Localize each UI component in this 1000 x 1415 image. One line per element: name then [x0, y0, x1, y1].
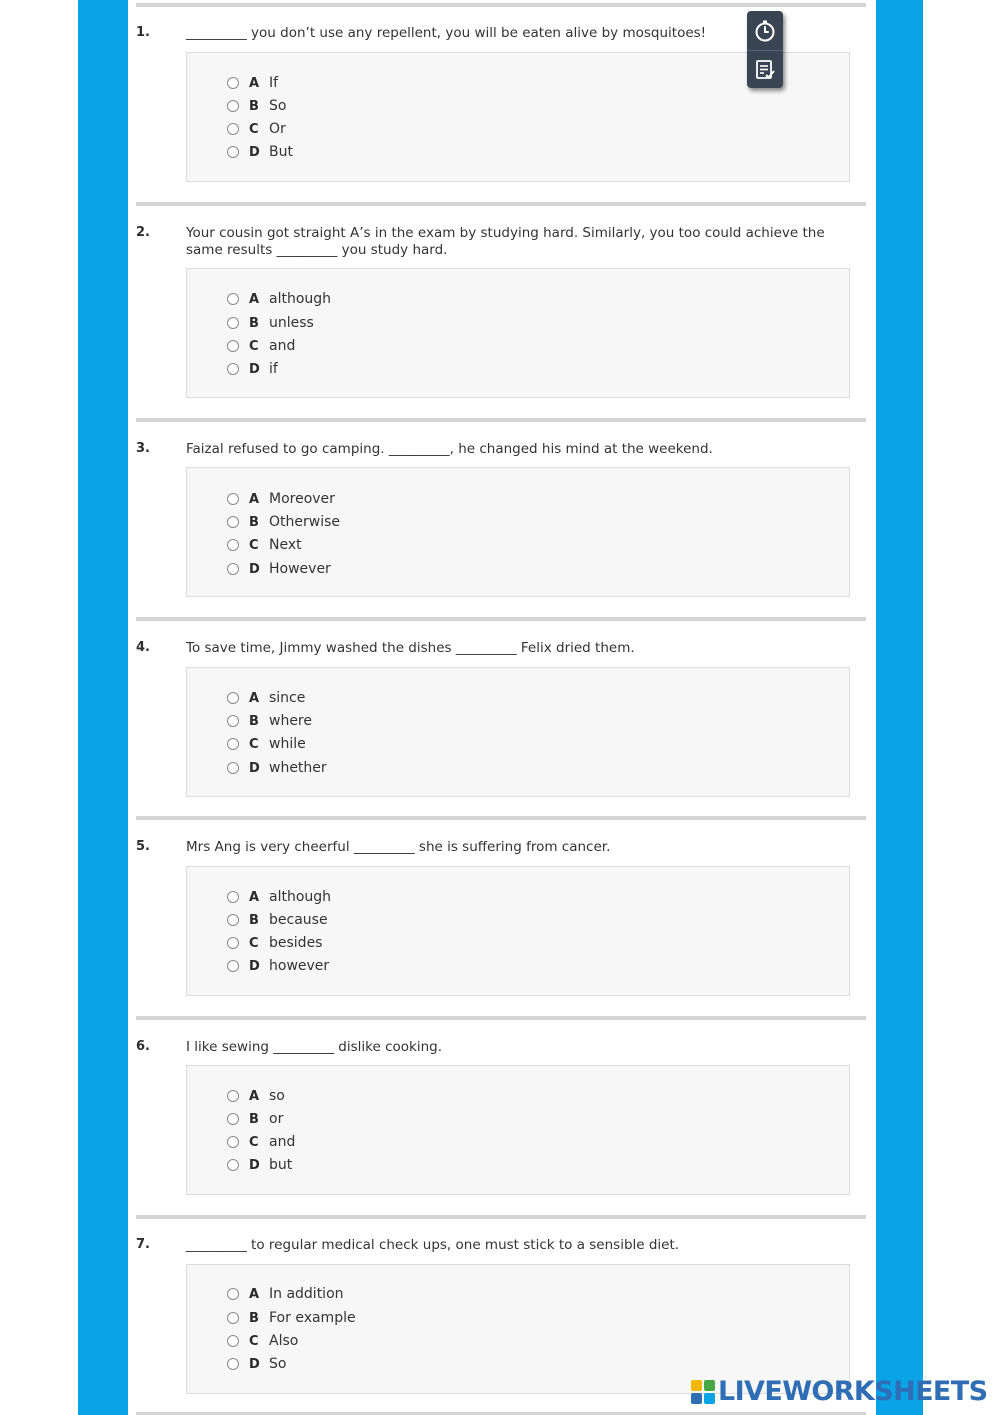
option-letter: D	[249, 760, 260, 776]
option-text: So	[269, 98, 287, 114]
option-text: unless	[269, 315, 314, 331]
option-letter: D	[249, 144, 260, 160]
option-text: although	[269, 889, 332, 905]
question-text: Faizal refused to go camping. _________, he changed his mind at the weekend.	[186, 441, 713, 457]
option-text: For example	[269, 1310, 356, 1326]
option-letter: B	[249, 713, 259, 729]
worksheet-content	[128, 0, 876, 1415]
question-separator	[136, 1016, 866, 1020]
option-letter: C	[249, 736, 259, 752]
question-text: _________ you don’t use any repellent, you will be eaten alive by mosquitoes!	[186, 25, 707, 41]
radio-button[interactable]	[227, 1159, 239, 1171]
option-b[interactable]	[227, 513, 340, 531]
option-a[interactable]	[227, 689, 305, 707]
question-separator	[136, 816, 866, 820]
option-text: because	[269, 912, 328, 928]
option-a[interactable]	[227, 290, 331, 308]
option-text: besides	[269, 935, 323, 951]
liveworksheets-logo	[691, 1380, 715, 1404]
option-text: but	[269, 1157, 293, 1173]
option-d[interactable]	[227, 957, 329, 975]
option-c[interactable]	[227, 120, 286, 138]
option-text: while	[269, 736, 306, 752]
radio-button[interactable]	[227, 340, 239, 352]
option-b[interactable]	[227, 1309, 356, 1327]
option-letter: B	[249, 315, 259, 331]
option-text: Moreover	[269, 491, 335, 507]
option-text: and	[269, 338, 296, 354]
question-number: 3.	[136, 441, 150, 456]
left-blue-border	[78, 0, 128, 1415]
option-letter: A	[249, 889, 260, 905]
option-letter: C	[249, 1134, 259, 1150]
option-c[interactable]	[227, 735, 306, 753]
radio-button[interactable]	[227, 516, 239, 528]
option-b[interactable]	[227, 1110, 283, 1128]
option-text: Next	[269, 537, 302, 553]
option-b[interactable]	[227, 712, 312, 730]
brand-name: LIVEWORKSHEETS	[718, 1376, 988, 1407]
radio-button[interactable]	[227, 363, 239, 375]
options-box	[186, 268, 850, 398]
radio-button[interactable]	[227, 539, 239, 551]
option-text: Or	[269, 121, 286, 137]
option-letter: D	[249, 1157, 260, 1173]
question-text: _________ to regular medical check ups, one must stick to a sensible diet.	[186, 1237, 680, 1253]
check-answers-button[interactable]	[747, 50, 783, 88]
radio-button[interactable]	[227, 738, 239, 750]
option-letter: D	[249, 561, 260, 577]
option-a[interactable]	[227, 74, 278, 92]
liveworksheets-brand	[691, 1377, 987, 1407]
radio-button[interactable]	[227, 1136, 239, 1148]
radio-button[interactable]	[227, 1090, 239, 1102]
option-a[interactable]	[227, 888, 331, 906]
option-text: Otherwise	[269, 514, 340, 530]
radio-button[interactable]	[227, 563, 239, 575]
option-c[interactable]	[227, 1332, 298, 1350]
option-letter: A	[249, 491, 260, 507]
radio-button[interactable]	[227, 960, 239, 972]
option-b[interactable]	[227, 97, 286, 115]
option-letter: A	[249, 1286, 260, 1302]
question-text: Your cousin got straight A’s in the exam by studying hard. Similarly, you too could achieve the same results _________ you study hard.	[186, 225, 825, 258]
option-letter: B	[249, 514, 259, 530]
radio-button[interactable]	[227, 317, 239, 329]
option-letter: A	[249, 291, 260, 307]
radio-button[interactable]	[227, 123, 239, 135]
option-letter: A	[249, 690, 260, 706]
radio-button[interactable]	[227, 100, 239, 112]
option-b[interactable]	[227, 911, 328, 929]
question-number: 7.	[136, 1237, 150, 1252]
timer-button[interactable]	[747, 12, 783, 49]
radio-button[interactable]	[227, 715, 239, 727]
radio-button[interactable]	[227, 493, 239, 505]
question-separator	[136, 617, 866, 621]
option-text: So	[269, 1356, 287, 1372]
option-text: or	[269, 1111, 284, 1127]
tools-panel	[747, 11, 783, 88]
question-separator	[136, 202, 866, 206]
option-letter: D	[249, 958, 260, 974]
option-letter: D	[249, 361, 260, 377]
question-separator	[136, 1215, 866, 1219]
question-text: To save time, Jimmy washed the dishes _________ Felix dried them.	[186, 640, 635, 656]
option-text: However	[269, 561, 331, 577]
option-text: If	[269, 75, 279, 91]
option-a[interactable]	[227, 490, 335, 508]
option-d[interactable]	[227, 759, 327, 777]
option-letter: B	[249, 98, 259, 114]
option-d[interactable]	[227, 360, 278, 378]
option-letter: A	[249, 75, 260, 91]
question-number: 5.	[136, 839, 150, 854]
option-letter: C	[249, 121, 259, 137]
option-letter: C	[249, 1333, 259, 1349]
radio-button[interactable]	[227, 1335, 239, 1347]
question-text: Mrs Ang is very cheerful _________ she is suffering from cancer.	[186, 839, 611, 855]
option-c[interactable]	[227, 1133, 295, 1151]
options-box	[186, 1065, 850, 1195]
option-d[interactable]	[227, 1355, 286, 1373]
option-d[interactable]	[227, 1156, 292, 1174]
option-text: if	[269, 361, 278, 377]
option-letter: C	[249, 338, 259, 354]
right-blue-border	[876, 0, 923, 1415]
option-d[interactable]	[227, 560, 331, 578]
option-letter: B	[249, 1310, 259, 1326]
option-text: where	[269, 713, 312, 729]
options-box	[186, 866, 850, 996]
option-text: But	[269, 144, 293, 160]
option-letter: C	[249, 935, 259, 951]
options-box	[186, 1264, 850, 1394]
radio-button[interactable]	[227, 146, 239, 158]
option-letter: B	[249, 1111, 259, 1127]
option-text: since	[269, 690, 306, 706]
options-box	[186, 467, 850, 597]
question-number: 4.	[136, 640, 150, 655]
option-letter: A	[249, 1088, 260, 1104]
option-d[interactable]	[227, 143, 293, 161]
radio-button[interactable]	[227, 77, 239, 89]
option-text: In addition	[269, 1286, 344, 1302]
radio-button[interactable]	[227, 762, 239, 774]
option-text: however	[269, 958, 330, 974]
option-text: although	[269, 291, 332, 307]
radio-button[interactable]	[227, 1288, 239, 1300]
option-c[interactable]	[227, 934, 322, 952]
radio-button[interactable]	[227, 1312, 239, 1324]
question-number: 2.	[136, 225, 150, 240]
radio-button[interactable]	[227, 891, 239, 903]
option-text: Also	[269, 1333, 299, 1349]
question-separator	[136, 3, 866, 7]
option-letter: B	[249, 912, 259, 928]
radio-button[interactable]	[227, 937, 239, 949]
option-a[interactable]	[227, 1285, 344, 1303]
question-separator	[136, 418, 866, 422]
question-text: I like sewing _________ dislike cooking.	[186, 1039, 443, 1055]
option-text: and	[269, 1134, 296, 1150]
radio-button[interactable]	[227, 293, 239, 305]
option-text: whether	[269, 760, 327, 776]
option-c[interactable]	[227, 337, 295, 355]
option-c[interactable]	[227, 536, 302, 554]
radio-button[interactable]	[227, 914, 239, 926]
timer-icon	[753, 19, 777, 43]
option-text: so	[269, 1088, 285, 1104]
option-letter: D	[249, 1356, 260, 1372]
question-number: 1.	[136, 25, 150, 40]
radio-button[interactable]	[227, 692, 239, 704]
radio-button[interactable]	[227, 1358, 239, 1370]
option-letter: C	[249, 537, 259, 553]
question-number: 6.	[136, 1039, 150, 1054]
option-b[interactable]	[227, 314, 314, 332]
options-box	[186, 667, 850, 797]
option-a[interactable]	[227, 1087, 285, 1105]
radio-button[interactable]	[227, 1113, 239, 1125]
checklist-icon	[753, 58, 777, 82]
